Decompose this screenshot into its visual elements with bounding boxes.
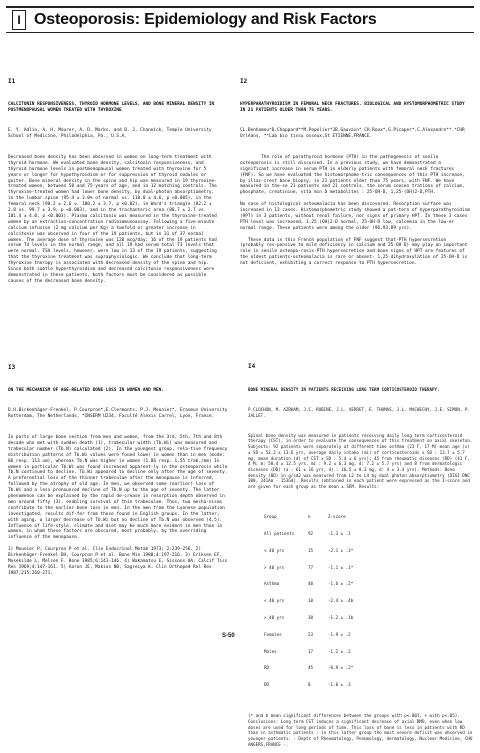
table-header-cell: Group	[264, 514, 277, 520]
table-header-cell: n	[308, 514, 311, 520]
table-row	[264, 615, 474, 621]
abstract-i2	[240, 66, 472, 288]
table-cell: -1.6 ± .2*	[328, 581, 354, 587]
abstract-id: I4	[248, 363, 256, 371]
table-cell: > 40 yrs	[264, 564, 285, 570]
table-header-cell: Z-score	[328, 514, 346, 520]
abstract-body: Spinal bone density was measured in patients receiving daily long term corticosteroid therapy (CST), in order to evaluate the consequences of this treatment on axial skeleton. Subjects: 92 patients were separately at different time asthma (23 F, 17 M) mean age (x) ± SD = 53.2 ± 13.6 yrs, average daily intake (mi) of corticosteroids x SD : 13.7 ± 5.7 mg, mean duration (d) of CST x SD : 5.4 ± 6 yrs); 45 from rheumatic diseases (RD) (41 F, 4 M; m: 58.4 ± 12.5 yrs, mi : 9.2 ± 6.3 mg, d: 7.2 ± 5.7 yrs) and 8 from dermatologic diseases (DD) (a : 61 ± 16 yrs, d) : 16.5 ± 8.3 mg, d: 4 ± 3.4 yrs). Methods: Bone density (BD) in g/cm2 was measured from L2 to L4 by dual photon absorptiometry (DIGI DNC 300, 241Am - 153Gd). Results (obtained in each patient were expressed as the Z-score and are given for each group as the mean ± SEM. Results:	[248, 432, 475, 490]
table-row	[264, 548, 474, 554]
table-row	[264, 649, 474, 655]
table-cell: -1.2 ± .2	[328, 648, 351, 654]
table-cell: 77	[308, 564, 314, 570]
table-cell: > 40 yrs	[264, 615, 285, 621]
abstract-id: I1	[8, 77, 16, 85]
abstract-id: I3	[8, 363, 16, 371]
table-cell: 23	[308, 631, 314, 637]
table-cell: 8	[308, 682, 311, 688]
table-cell: -1.9 ± .2	[328, 631, 351, 637]
table-cell: 92	[308, 531, 314, 537]
abstract-authors: CL.Benhamou*D.Chappard**M.Popelier*JB.Gauvain* CH.Roux*,G.Picaper*,C.Alexandre**.*CHR Orléans, **Lab bio tissu osseux,St ETIENNE,FRANCE.	[240, 128, 468, 140]
table-cell: 17	[308, 648, 314, 654]
abstract-title: ON THE MECHANISM OF AGE-RELATED BONE LOSS IN WOMEN AND MEN.	[8, 387, 164, 393]
section-number: I	[12, 10, 26, 30]
results-table-header	[264, 514, 474, 520]
page-number: S-50	[222, 633, 235, 639]
abstract-id: I2	[240, 77, 248, 85]
table-row	[264, 682, 474, 688]
table-cell: -1.2 ± .1b	[328, 615, 354, 621]
table-cell: -2.4 ± .4b	[328, 598, 354, 604]
table-cell: Females	[264, 631, 282, 637]
abstract-conclusion: (* and b mean significant differences between the groups with p<.001, + with p<.05). Conclusions: Long term CST induces a significant decrease of axial BMD, even when low doses are used for long periods of time. This loss of bone is less in patients with RD than in asthmatic patients : in this latter group the most severe deficit was observed in younger patients. - Depts of Rheumatology, Pneumology, dermatology, Nuclear Medicine, CHU ANGERS,FRANCE -.	[248, 713, 473, 747]
abstract-authors: P.CLOCHON, M. AZRHAM, J.C. ROBINE, J.L. VERRET, E. THOMAS, J.L. MACHECHY, J.E. SIMON, P. JALLET.	[248, 406, 473, 418]
table-cell: DD	[264, 682, 270, 688]
table-cell: < 40 yrs	[264, 547, 285, 553]
table-cell: < 40 yrs	[264, 598, 285, 604]
table-row	[264, 565, 474, 571]
table-cell: -1.0 ± .3	[328, 682, 351, 688]
table-cell: Males	[264, 648, 277, 654]
abstract-authors: D.H.Birkenhäger-Frenkel, P.Courpron*,E.Clermonts, P.J. Meunier*, Erasmus University Rotterdam, The Netherlands, *INSERM U234, Faculté Alexis Carrel, Lyon, France.	[8, 408, 231, 420]
abstract-i4	[248, 352, 475, 747]
table-row	[264, 632, 474, 638]
section-title: Osteoporosis: Epidemiology and Risk Factors	[34, 11, 377, 28]
table-cell: 10	[308, 598, 314, 604]
table-cell: 40	[308, 581, 314, 587]
table-cell: 30	[308, 615, 314, 621]
abstract-i1	[8, 66, 222, 288]
abstract-title: CALCITONIN RESPONSIVENESS, THYROID HORMONE LEVELS, AND BONE MINERAL DENSITY IN POSTMENOPAUSAL WOMEN TREATED WITH THYROXINE	[8, 101, 217, 113]
table-cell: -0.9 ± .2*	[328, 665, 354, 671]
table-cell: -1.3 ± .1	[328, 531, 351, 537]
table-row	[264, 665, 474, 671]
results-table	[264, 503, 474, 699]
table-cell: Asthma	[264, 581, 280, 587]
abstract-authors: E. Y. Adlin, A. H. Maurer, A. D. Marks, and B. J. Channick, Temple University School of Medicine, Philadelphia, Pa., U.S.A.	[8, 128, 215, 140]
abstract-body: Decreased bone density has been observed in women on long-term treatment with thyroid hormone. We evaluated bone density, calcitonin responsiveness, and thyroid hormone levels in postmenopausal women treated with thyroxine for 5 years or longer for hypothyroidism or for suppression of thyroid nodules or goiter. Bone mineral density in the spine and hip was measured in 19 thyroxine-treated women, between 50 and 75 years of age, and in 12 matching controls. The thyroxine-treated women had lower bone density, by dual-photon absorptiometry, in the lumbar spine (95.4 ± 3.0% of normal vs. 110.0 ± 4.6, p <0.005), in the femoral neck (90.2 ± 2.6 v. 100.2 ± 3.7, p <0.02), in Ward's triangle (82.2 ± 2.8 vs. 99.7 ± 3.9, p <0.003), and in the trochanteric area (88.7 ± 2.7 vs. 101.4 ± 4.0, p <0.003). Plasma calcitonin was measured in the thyroxine-treated women by an extraction-concentration radioimmunoassay. Following a five-minute calcium infusion (2 mg calcium per Kg) a twofold or greater increase in calcitonin was observed in four of the 19 patients, but in 31 of 37 normal women. The average dose of thyroxine was 120 mcg/day; 16 of the 19 patients had serum T4 levels in the normal range, and all 19 had serum total T3 levels that were normal. TSH levels, however, were low in 13 of the 19 patients, suggesting that the thyroxine treatment was supraphysiologic. We conclude that long-term thyroxine therapy is associated with decreased density of the spine and hip. Since both subtle hyperthyroidism and decreased calcitonin responsiveness were demonstrated in these patients, both factors must be considered as possible causes of the decreased bone density.	[8, 154, 220, 284]
table-row	[264, 581, 474, 587]
table-row	[264, 598, 474, 604]
section-header	[6, 6, 474, 33]
table-cell: All patients	[264, 531, 295, 537]
abstract-i3	[8, 352, 230, 610]
abstract-title: BONE MINERAL DENSITY IN PATIENTS RECEIVING LONG TERM CORTICOSTEROID THERAPY.	[248, 386, 440, 392]
table-cell: 45	[308, 665, 314, 671]
abstract-body: The role of parathyroid hormone (PTH) in the pathogenesis of senile osteoporosis is still discussed. In a previous study, we have demonstrated a significant increase in serum PTH in elderly patients with femoral neck fractures (FNF). So we have evaluated the histomorphome-tric consequences of this PTH increase, by iliac-crest bone biopsy, in 21 patients older than 75 years, with FNF. We have measured in the-se 21 patients and 21 controls, the serum concen trations of calcium, phosphate, creatinine, vita min D metabolites : 25-OH-D, 1,25-(OH)2-D,PTH. No case of histological osteomalacia has been discovered. Resorption surface was increased in 13 cases. Histomorphometric study showed a pat-tern of hyperparathyroidism (HPT) in 3 patients, without renal failure, nor signs of primary HPT. In these 3 cases PTH level was increased, 1,25 (OH)2-D normal, 25-OH-D low, calcemia in the low-er normal range. These patients were among the older (96,93,89 yrs). These data in this French population of FNF suggest that-PTH hypersecretion (probably res-ponsive to mild deficiency in calcium and 25-OH D) may play an important role in senile osteopo-rosis-PTH hypersecretion and bone signs of HPT are features of the oldest patients-osteomalacia is rare or absent- 1,25 dihydroxylation of 25-OH-D is not deficient, exhibiting a correct response to PTH hypersecretion.	[240, 154, 470, 267]
table-cell: RD	[264, 665, 270, 671]
abstract-body: In parts of large bone section from men and women, from the 3rd, 5th, 7th and 8th decade who met with sudden death (1), trabecular width (Tb.Wi) was measured and trabecular number (Tb.N) calculated (2). In the youngest group, rela-tive frequency distribution patterns of Tb.Wi values were found lower in women than in men (mode: 86 resp. 113 um), whereas Tb.N was higher in women (1.86 resp. 1.55 trab./mm) In women in particular Tb.Wi was found increased apparent-ly in the osteoporosis while Tb.N continued to decline. Tb.Wi appeared to decline only after the age of seventy. A preferential loss of the thinner trabeculae after the menopause is inferred, followed by the atrophy of old age. In men, we observed some (earlier) loss of Tb.Wi and a less pronounced decline of Tb.N up to the age of seventy. The latter phenomenon can be explained by the rapid de-crease in resorption depth observed in men around fifty (3), enabling survival of thin trabeculae. Thus, two mecha-nisms contribute to the earlier bone loss in men. In the men from the Lyonese population investigated, results dif-fer from those found in English groups. In the latter, with aging, a larger decrease of Tb.Wi but no decline of Tb.N was observed (4,5). Influence of life-style, climate and diet may be much more evident in men than in women, in whom these factors are obscured, most probably, by the overriding influence of the menopause. 1) Meunier P, Courpron P et al. Clin Endocrinol Metab 1973; 2:239-256. 2) Birkenhäger-Frenkel DH, Courpron P et al. Bone Min 1988;4:197-216. 3) Eriksen EF, Mosekilde L, Melsen F. Bone 1985;6:141-146. 4) Wakamatsu E, Sissons HA. Calcif Tiss Res 1969;4:147-161. 5) Aaron JE, Makins NB, Sagreiya K. Clin Orthoped Rel Res 1987;215:260-271.	[8, 434, 228, 576]
abstract-title: HYPERPARATHYROIDISM IN FEMORAL NECK FRACTURES. BIOLOGICAL AND HYSTOMORPHOMETRIC STUDY IN 21 PATIENTS OLDER THAN 75 YEARS.	[240, 101, 468, 113]
table-row	[264, 531, 474, 537]
table-cell: -2.1 ± .3*	[328, 547, 354, 553]
table-cell: 15	[308, 547, 314, 553]
table-cell: -1.1 ± .1*	[328, 564, 354, 570]
